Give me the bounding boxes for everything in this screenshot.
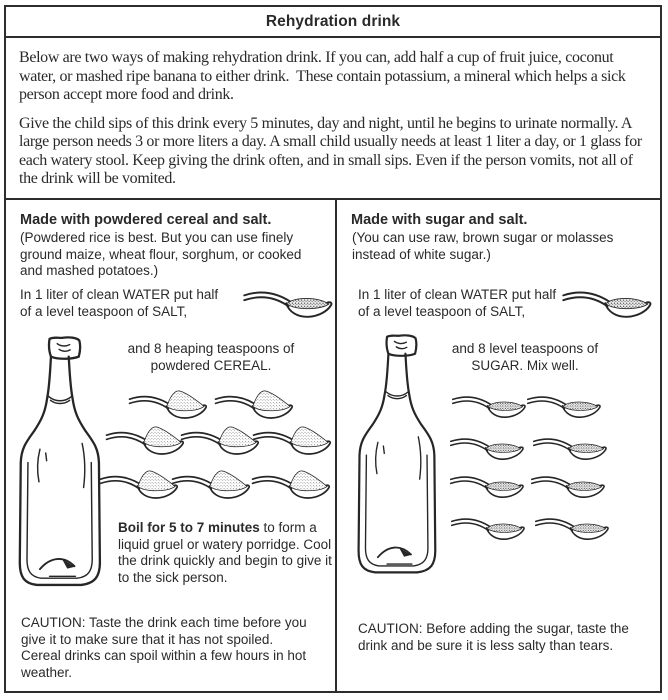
sugar-water-salt-text: In 1 liter of clean WATER put half of a level teaspoon of SALT, bbox=[358, 287, 557, 319]
cereal-caution-text: CAUTION: Taste the drink each time before you give it to make sure that it has not spoiled. Cereal drinks can spoil within a few hours in hot weather. bbox=[21, 615, 307, 680]
sugar-spoons-label: and 8 level teaspoons of SUGAR. Mix well. bbox=[451, 341, 599, 373]
boil-instructions-bold: Boil for 5 to 7 minutes bbox=[118, 520, 260, 535]
title-bar bbox=[6, 7, 660, 38]
sugar-recipe-heading: Made with sugar and salt. bbox=[351, 212, 528, 228]
level-spoon-icon bbox=[242, 284, 334, 319]
one-liter-bottle-illustration bbox=[14, 336, 110, 595]
heaping-spoon-icon bbox=[105, 422, 185, 456]
level-spoon-icon bbox=[561, 284, 653, 319]
boil-instructions bbox=[118, 520, 336, 586]
heaping-spoon-icon bbox=[171, 466, 251, 500]
level-spoon-icon bbox=[450, 512, 526, 541]
cereal-spoons-label: and 8 heaping teaspoons of powdered CEREAL. bbox=[127, 341, 295, 373]
cereal-recipe-heading: Made with powdered cereal and salt. bbox=[20, 212, 272, 228]
level-spoon-icon bbox=[526, 390, 602, 419]
rehydration-drink-box bbox=[4, 5, 662, 693]
cereal-recipe-note: (Powdered rice is best. But you can use finely ground maize, wheat flour, sorghum, or cooked and mashed potatoes.) bbox=[20, 230, 302, 278]
heaping-spoon-icon bbox=[99, 466, 179, 500]
sugar-caution-text: CAUTION: Before adding the sugar, taste the drink and be sure it is less salty than tears. bbox=[358, 621, 629, 653]
heaping-spoon-icon bbox=[251, 466, 331, 500]
intro-paragraph-2: Give the child sips of this drink every 5 minutes, day and night, until he begins to urinate normally. A large person needs 3 or more liters a day. A small child usually needs at least 1 liter a day, or 1 glass for each watery stool. Keep giving the drink often, and in small sips. Even if the person vomits, not all of the drink will be vomited. bbox=[19, 114, 646, 187]
one-liter-bottle-illustration bbox=[353, 334, 445, 582]
level-spoon-icon bbox=[530, 470, 606, 499]
level-spoon-icon bbox=[451, 390, 527, 419]
level-spoon-icon bbox=[449, 432, 525, 461]
heaping-spoon-icon bbox=[252, 422, 332, 456]
boil-instructions-rest: to form a liquid gruel or watery porridge. Cool the drink quickly and begin to give it to the sick person. bbox=[118, 520, 332, 585]
sugar-recipe-note: (You can use raw, brown sugar or molasses instead of white sugar.) bbox=[352, 230, 614, 262]
recipe-columns bbox=[6, 200, 660, 691]
page-title: Rehydration drink bbox=[265, 12, 401, 30]
sugar-recipe-column bbox=[335, 200, 660, 691]
heaping-spoon-icon bbox=[180, 422, 260, 456]
level-spoon-icon bbox=[532, 432, 608, 461]
cereal-water-salt-text: In 1 liter of clean WATER put half of a level teaspoon of SALT, bbox=[20, 287, 219, 319]
heaping-spoon-icon bbox=[214, 386, 294, 420]
cereal-recipe-column bbox=[6, 200, 335, 691]
intro-section bbox=[6, 38, 660, 200]
level-spoon-icon bbox=[449, 470, 525, 499]
level-spoon-icon bbox=[534, 512, 610, 541]
intro-paragraph-1: Below are two ways of making rehydration drink. If you can, add half a cup of fruit juice, coconut water, or mashed ripe banana to either drink. These contain potassium, a mineral which helps a sick person accept more food and drink. bbox=[19, 49, 630, 103]
heaping-spoon-icon bbox=[128, 386, 208, 420]
